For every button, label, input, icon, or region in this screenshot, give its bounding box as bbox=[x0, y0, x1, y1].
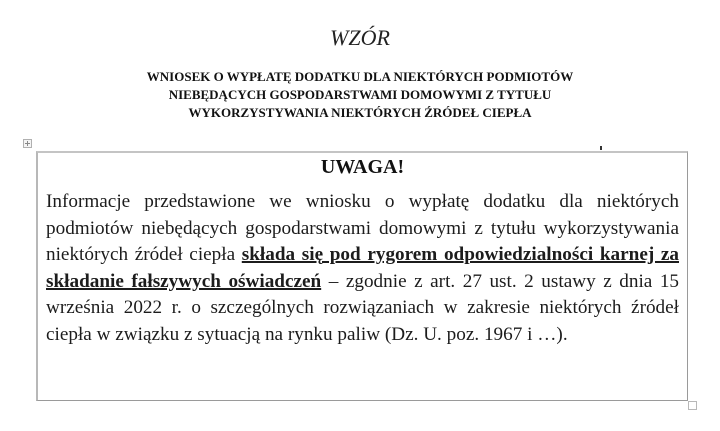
heading-line-1: WNIOSEK O WYPŁATĘ DODATKU DLA NIEKTÓRYCH PODMIOTÓW bbox=[146, 69, 574, 84]
form-heading bbox=[60, 68, 660, 122]
notice-title: UWAGA! bbox=[320, 156, 405, 178]
notice-text-emphasis: składa się pod rygorem odpowiedzialności karnej za składanie fałszywych oświadczeń bbox=[46, 244, 679, 292]
heading-line-3: WYKORZYSTYWANIA NIEKTÓRYCH ŹRÓDEŁ CIEPŁA bbox=[188, 105, 532, 120]
notice-text-after: – zgodnie z art. 27 ust. 2 ustawy z dnia 15 września 2022 r. o szczególnych rozwiązaniach w zakresie niektórych źródeł ciepła w związku z sytuacją na rynku paliw (Dz. U. poz. 1967 i …). bbox=[46, 270, 680, 345]
notice-table[interactable] bbox=[36, 151, 688, 401]
heading-line-2: NIEBĘDĄCYCH GOSPODARSTWAMI DOMOWYMI Z TYTUŁU bbox=[168, 87, 552, 102]
table-resize-icon[interactable] bbox=[688, 401, 697, 410]
table-move-icon[interactable] bbox=[23, 139, 32, 148]
notice-text-before: Informacje przedstawione we wniosku o wypłatę dodatku dla niektórych podmiotów niebędących gospodarstwami domowymi z tytułu wykorzystywania niektórych źródeł ciepła bbox=[46, 191, 679, 265]
document-title: WZÓR bbox=[330, 25, 390, 50]
column-marker bbox=[600, 146, 602, 150]
notice-body bbox=[46, 189, 679, 348]
